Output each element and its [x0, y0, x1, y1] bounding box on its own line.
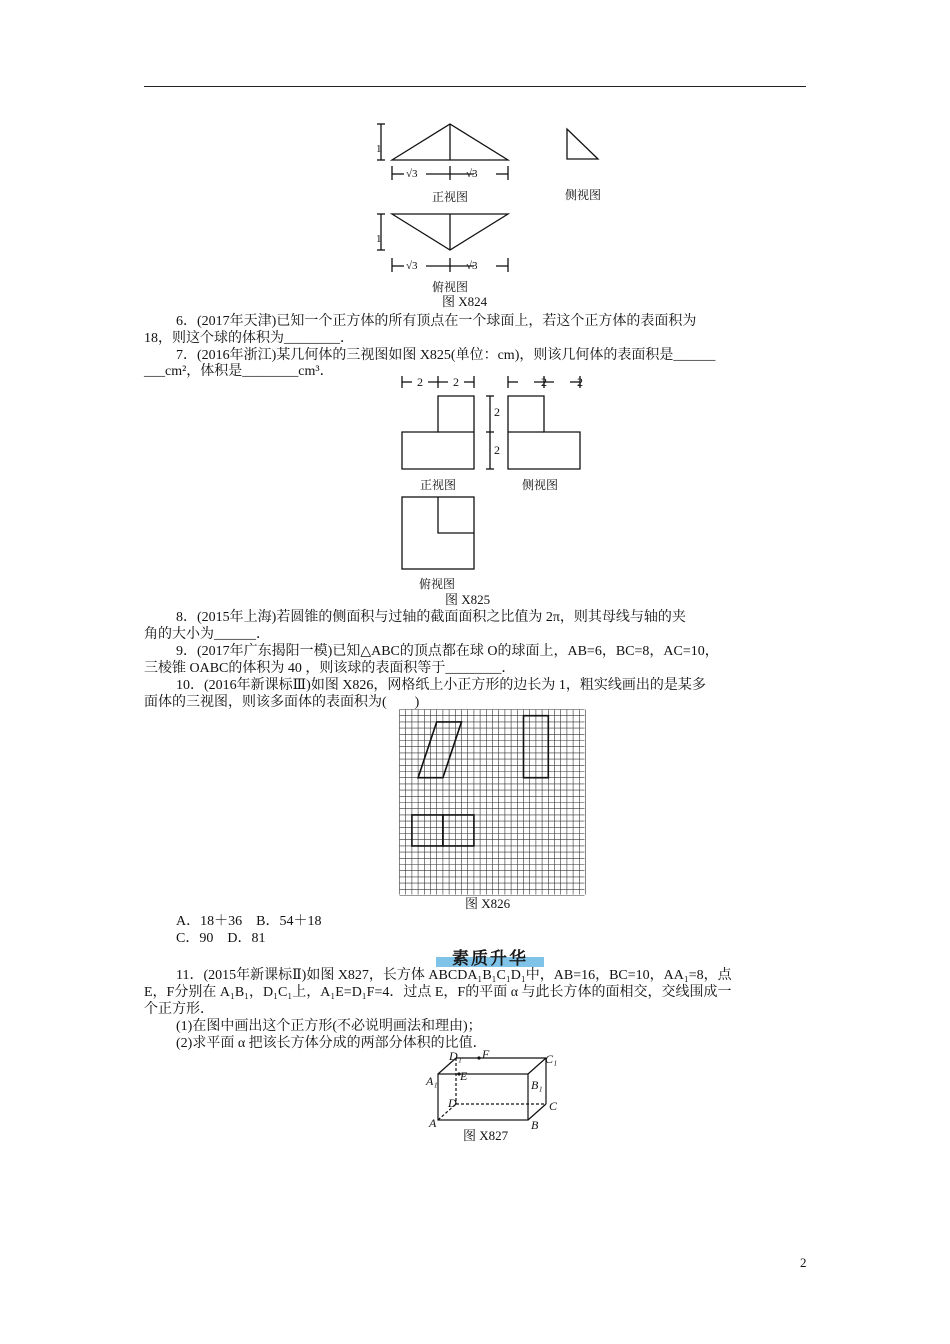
fig824-front-sqrt3-left: √3	[406, 168, 418, 180]
fig827-caption: 图 X827	[463, 1128, 509, 1143]
q11-line2: E，F分别在 A₁B₁，D₁C₁上，A₁E=D₁F=4．过点 E，F的平面 α 与此长方体的面相交，交线围成一	[144, 985, 732, 1000]
fig824-side-view	[564, 126, 604, 162]
fig824-caption: 图 X824	[442, 294, 488, 309]
fig824-top-height-label: 1	[376, 233, 382, 245]
fig827-label-A: A	[429, 1116, 437, 1130]
page-number: 2	[800, 1255, 807, 1270]
fig825-side-caption: 侧视图	[522, 478, 559, 492]
q9-line2: 三棱锥 OABC的体积为 40 ，则该球的表面积等于________．	[144, 661, 516, 676]
fig825-top-view	[400, 495, 480, 575]
fig825-front-dim-right: 2	[453, 375, 459, 389]
fig825-side-dim-left: 2	[541, 375, 547, 389]
q11-sub1: (1)在图中画出这个正方形(不必说明画法和理由)；	[176, 1019, 482, 1034]
q11-sub2: (2)求平面 α 把该长方体分成的两部分体积的比值．	[176, 1036, 487, 1051]
q6-line1: 6．(2017年天津)已知一个正方体的所有顶点在一个球面上，若这个正方体的表面积为	[176, 314, 697, 329]
fig824-top-view	[370, 208, 530, 278]
header-rule	[144, 86, 806, 87]
fig827-label-B: B	[531, 1118, 539, 1132]
fig824-front-caption: 正视图	[432, 190, 469, 204]
fig824-top-sqrt3-left: √3	[406, 260, 418, 272]
fig824-front-sqrt3-right: √3	[466, 168, 478, 180]
fig825-front-dim-left: 2	[417, 375, 423, 389]
fig825-top-caption: 俯视图	[419, 577, 456, 591]
fig824-front-height-label: 1	[376, 143, 382, 155]
fig827-label-E: E	[460, 1069, 468, 1083]
fig827-label-F: F	[482, 1047, 490, 1061]
q11-line1: 11．(2015年新课标Ⅱ)如图 X827，长方体 ABCDA₁B₁C₁D₁中，AB=16，BC=10，AA₁=8，点	[176, 968, 732, 983]
fig827-label-D1: D₁	[449, 1049, 462, 1063]
banner-title: 素质升华	[452, 949, 528, 969]
fig824-top-caption: 俯视图	[432, 280, 469, 294]
section-banner	[436, 944, 544, 968]
q8-line1: 8．(2015年上海)若圆锥的侧面积与过轴的截面面积之比值为 2π，则其母线与轴的夹	[176, 610, 686, 625]
q7-line2: ___cm²，体积是________cm³．	[144, 364, 334, 379]
fig826-grid	[399, 709, 585, 895]
q9-line1: 9．(2017年广东揭阳一模)已知△ABC的顶点都在球 O的球面上，AB=6，BC=8，AC=10，	[176, 644, 719, 659]
q10-options-line1: A．18＋36 B．54＋18	[176, 914, 322, 929]
q8-line2: 角的大小为______．	[144, 627, 270, 642]
q11-line3: 个正方形．	[144, 1002, 214, 1017]
fig827-label-C1: C₁	[545, 1052, 558, 1066]
fig826-caption: 图 X826	[465, 896, 511, 911]
fig827-label-D: D	[448, 1096, 457, 1110]
fig827-label-B1: B₁	[531, 1078, 543, 1092]
fig827-label-C: C	[549, 1099, 558, 1113]
fig825-side-dim-right: 2	[577, 375, 583, 389]
fig824-top-sqrt3-right: √3	[466, 260, 478, 272]
q10-line2: 面体的三视图，则该多面体的表面积为( )	[144, 695, 420, 710]
q10-options-line2: C．90 D．81	[176, 931, 266, 946]
fig825-side-dim-upper: 2	[494, 405, 500, 419]
fig825-side-view	[480, 374, 584, 474]
fig825-side-dim-lower: 2	[494, 443, 500, 457]
fig825-front-caption: 正视图	[420, 478, 457, 492]
q7-line1: 7．(2016年浙江)某几何体的三视图如图 X825(单位：cm)，则该几何体的表面积是______	[176, 348, 716, 363]
fig824-front-view	[370, 118, 530, 193]
fig825-caption: 图 X825	[445, 592, 491, 607]
q6-line2: 18，则这个球的体积为________．	[144, 331, 354, 346]
fig827-label-A1: A₁	[426, 1074, 438, 1088]
fig824-side-caption: 侧视图	[565, 188, 602, 202]
q10-line1: 10．(2016年新课标Ⅲ)如图 X826，网格纸上小正方形的边长为 1，粗实线画出的是某多	[176, 678, 706, 693]
